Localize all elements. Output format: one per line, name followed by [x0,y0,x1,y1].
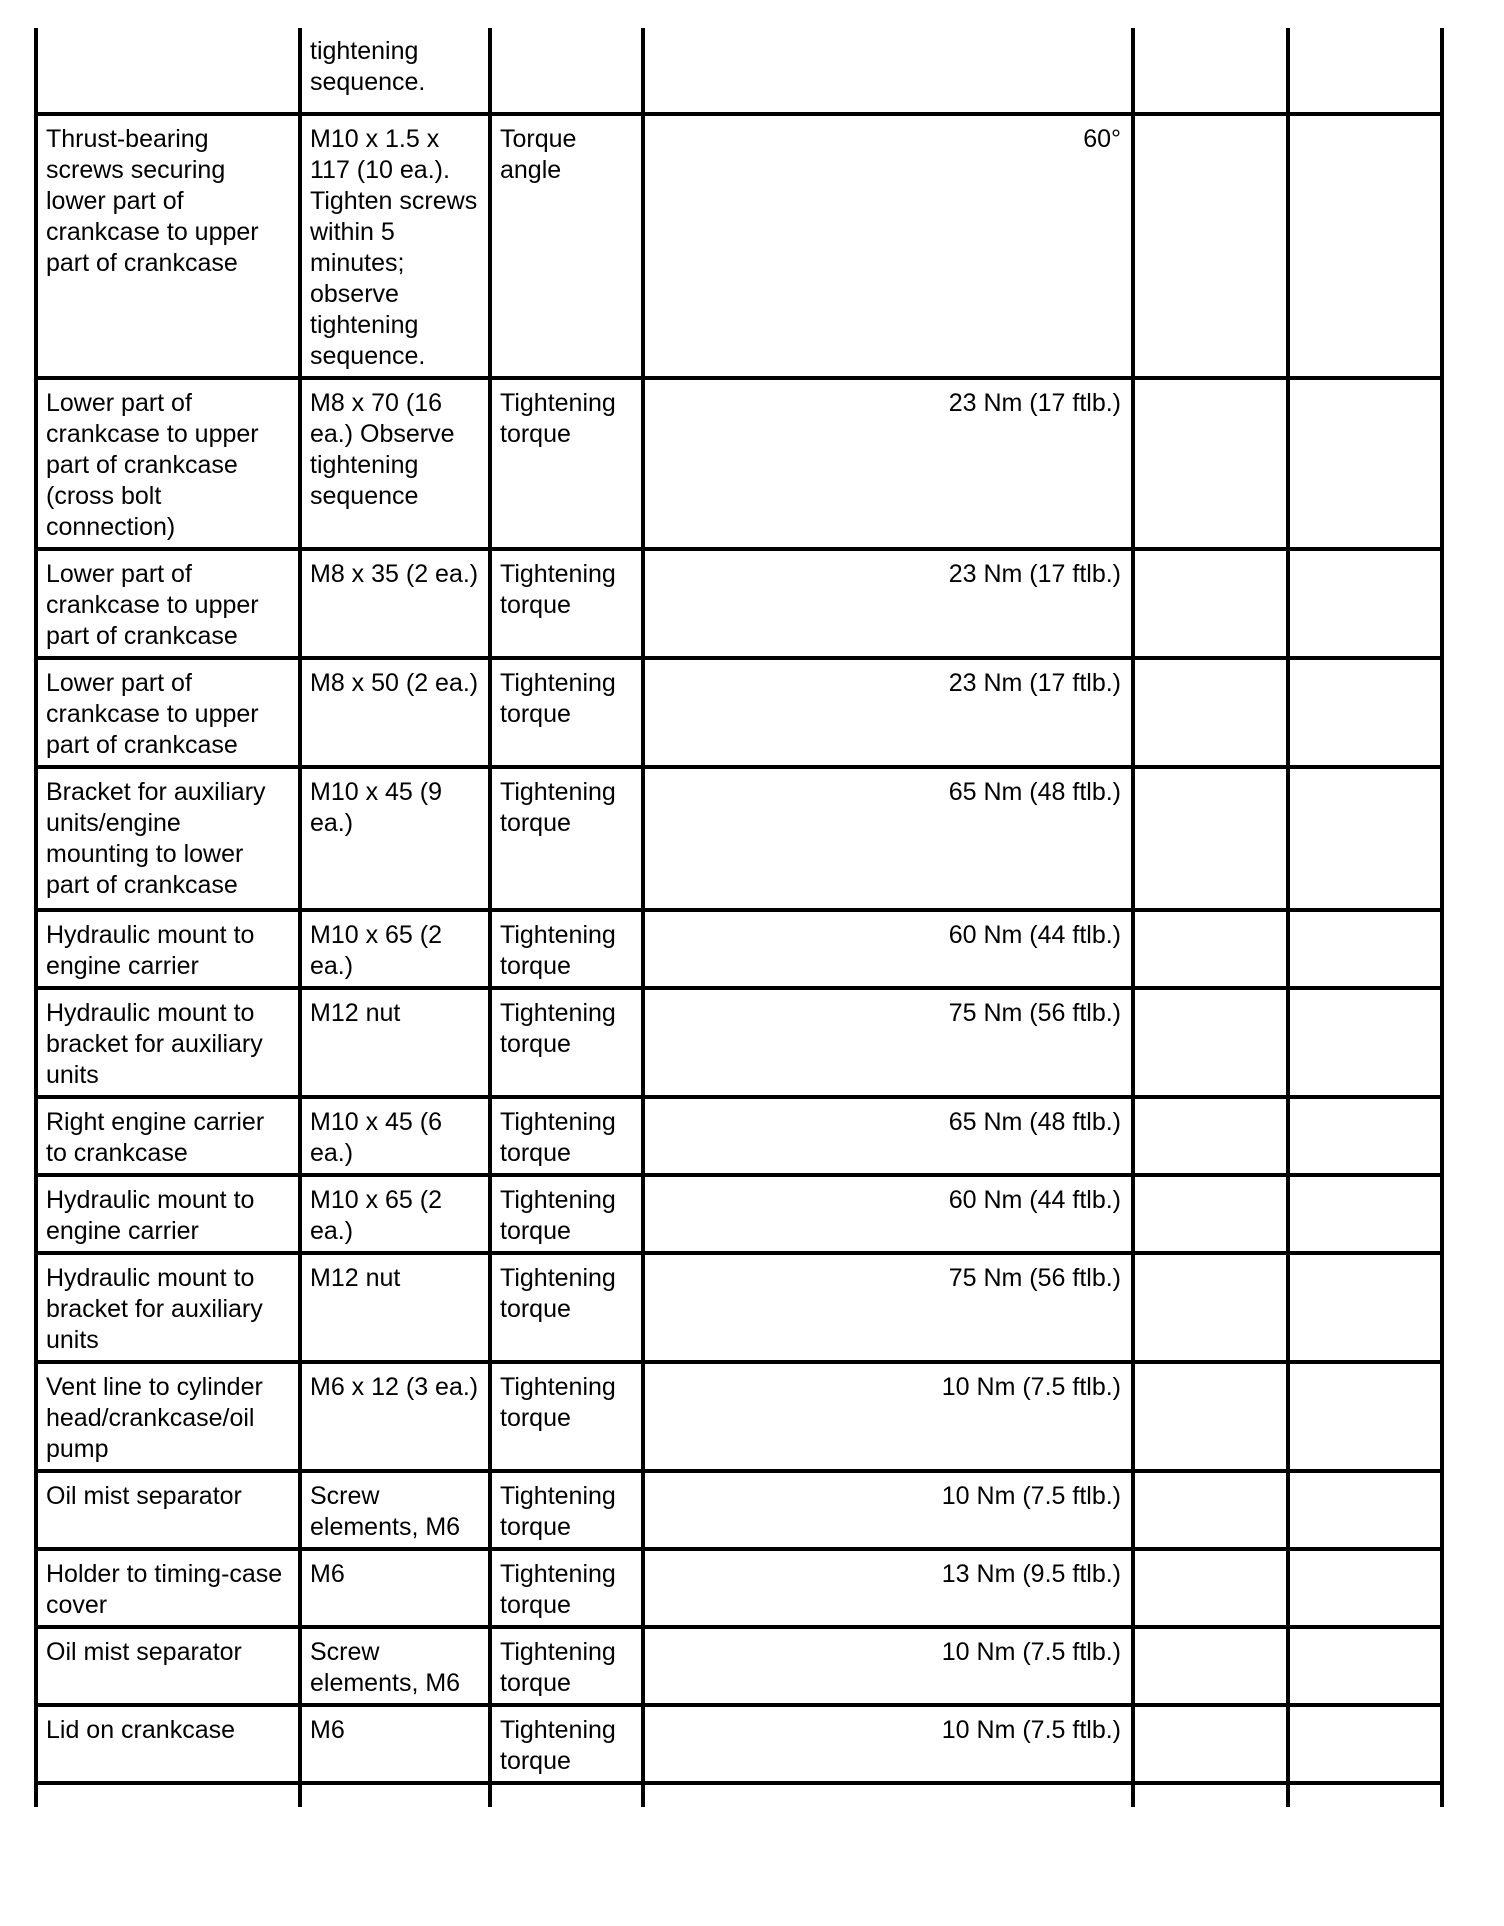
table-row [36,767,1442,910]
empty-cell [1133,1362,1288,1471]
part-cell: Hydraulic mount to engine carrier [36,1175,300,1253]
table-row-continuation [36,1783,1442,1807]
empty-cell [1288,114,1442,378]
empty-cell [1133,1627,1288,1705]
part-cell [36,28,300,114]
fastener-spec-cell: M8 x 50 (2 ea.) [300,658,490,767]
part-cell: Right engine carrier to crankcase [36,1097,300,1175]
table-row [36,1175,1442,1253]
torque-value-cell: 60 Nm (44 ftlb.) [643,910,1133,988]
part-cell: Thrust-bearing screws securing lower part of crankcase to upper part of crankcase [36,114,300,378]
part-cell: Hydraulic mount to bracket for auxiliary units [36,988,300,1097]
empty-cell [1288,28,1442,114]
torque-value-cell: 75 Nm (56 ftlb.) [643,988,1133,1097]
part-cell: Lower part of crankcase to upper part of crankcase [36,658,300,767]
torque-value-cell: 10 Nm (7.5 ftlb.) [643,1705,1133,1783]
part-cell: Lower part of crankcase to upper part of crankcase (cross bolt connection) [36,378,300,549]
table-row [36,910,1442,988]
empty-cell [1288,767,1442,910]
torque-type-cell: Tightening torque [490,988,643,1097]
fastener-spec-cell: M8 x 70 (16 ea.) Observe tightening sequence [300,378,490,549]
empty-cell [1133,658,1288,767]
empty-cell [1288,910,1442,988]
empty-cell [1288,988,1442,1097]
fastener-spec-cell: M6 [300,1705,490,1783]
table-row [36,378,1442,549]
torque-value-cell: 10 Nm (7.5 ftlb.) [643,1471,1133,1549]
empty-cell [1288,1362,1442,1471]
torque-type-cell: Torque angle [490,114,643,378]
fastener-spec-cell: Screw elements, M6 [300,1471,490,1549]
torque-value-cell: 65 Nm (48 ftlb.) [643,767,1133,910]
torque-type-cell: Tightening torque [490,1627,643,1705]
part-cell: Bracket for auxiliary units/engine mounting to lower part of crankcase [36,767,300,910]
part-cell: Holder to timing-case cover [36,1549,300,1627]
torque-type-cell: Tightening torque [490,1175,643,1253]
torque-value-cell: 23 Nm (17 ftlb.) [643,378,1133,549]
empty-cell [1288,1549,1442,1627]
empty-cell [1288,549,1442,658]
empty-cell [1133,1705,1288,1783]
empty-cell [1133,988,1288,1097]
empty-cell [1133,549,1288,658]
empty-cell [1133,114,1288,378]
empty-cell [490,1783,643,1807]
empty-cell [1288,1175,1442,1253]
torque-value-cell: 10 Nm (7.5 ftlb.) [643,1362,1133,1471]
empty-cell [1133,378,1288,549]
torque-value-cell: 13 Nm (9.5 ftlb.) [643,1549,1133,1627]
table-row [36,1253,1442,1362]
empty-cell [1288,1783,1442,1807]
empty-cell [1133,1175,1288,1253]
torque-value-cell: 23 Nm (17 ftlb.) [643,658,1133,767]
part-cell: Lid on crankcase [36,1705,300,1783]
torque-type-cell: Tightening torque [490,1705,643,1783]
empty-cell [1288,378,1442,549]
torque-type-cell: Tightening torque [490,1471,643,1549]
empty-cell [1133,1783,1288,1807]
fastener-spec-cell: M10 x 65 (2 ea.) [300,1175,490,1253]
empty-cell [1133,1549,1288,1627]
torque-type-cell: Tightening torque [490,910,643,988]
empty-cell [643,1783,1133,1807]
torque-type-cell: Tightening torque [490,378,643,549]
table-row [36,1627,1442,1705]
empty-cell [1288,1253,1442,1362]
fastener-spec-cell: M6 [300,1549,490,1627]
empty-cell [1133,28,1288,114]
empty-cell [1288,1097,1442,1175]
fastener-spec-cell: M10 x 45 (6 ea.) [300,1097,490,1175]
torque-spec-table-body [36,28,1442,1807]
fastener-spec-cell: M12 nut [300,1253,490,1362]
table-row [36,658,1442,767]
part-cell: Hydraulic mount to engine carrier [36,910,300,988]
torque-value-cell: 60° [643,114,1133,378]
table-row [36,549,1442,658]
torque-value-cell: 65 Nm (48 ftlb.) [643,1097,1133,1175]
part-cell: Oil mist separator [36,1471,300,1549]
torque-type-cell: Tightening torque [490,1549,643,1627]
torque-spec-table [34,28,1444,1807]
part-cell: Vent line to cylinder head/crankcase/oil pump [36,1362,300,1471]
torque-type-cell: Tightening torque [490,658,643,767]
empty-cell [1133,1097,1288,1175]
part-cell: Hydraulic mount to bracket for auxiliary units [36,1253,300,1362]
part-cell: Oil mist separator [36,1627,300,1705]
empty-cell [1133,1471,1288,1549]
fastener-spec-cell: tightening sequence. [300,28,490,114]
empty-cell [1288,658,1442,767]
torque-type-cell [490,28,643,114]
table-row [36,114,1442,378]
empty-cell [1133,910,1288,988]
empty-cell [1288,1627,1442,1705]
torque-type-cell: Tightening torque [490,1362,643,1471]
torque-value-cell: 10 Nm (7.5 ftlb.) [643,1627,1133,1705]
table-row [36,988,1442,1097]
torque-type-cell: Tightening torque [490,1253,643,1362]
empty-cell [1133,767,1288,910]
fastener-spec-cell: M10 x 45 (9 ea.) [300,767,490,910]
table-row [36,1362,1442,1471]
fastener-spec-cell: M12 nut [300,988,490,1097]
empty-cell [1133,1253,1288,1362]
table-row [36,1097,1442,1175]
torque-type-cell: Tightening torque [490,549,643,658]
part-cell: Lower part of crankcase to upper part of crankcase [36,549,300,658]
fastener-spec-cell: M10 x 1.5 x 117 (10 ea.). Tighten screws within 5 minutes; observe tightening sequence. [300,114,490,378]
table-row [36,28,1442,114]
fastener-spec-cell: M10 x 65 (2 ea.) [300,910,490,988]
table-row [36,1471,1442,1549]
empty-cell [300,1783,490,1807]
torque-type-cell: Tightening torque [490,767,643,910]
table-row [36,1705,1442,1783]
fastener-spec-cell: M6 x 12 (3 ea.) [300,1362,490,1471]
torque-value-cell: 75 Nm (56 ftlb.) [643,1253,1133,1362]
torque-value-cell [643,28,1133,114]
fastener-spec-cell: M8 x 35 (2 ea.) [300,549,490,658]
torque-value-cell: 23 Nm (17 ftlb.) [643,549,1133,658]
empty-cell [1288,1471,1442,1549]
table-row [36,1549,1442,1627]
empty-cell [1288,1705,1442,1783]
empty-cell [36,1783,300,1807]
fastener-spec-cell: Screw elements, M6 [300,1627,490,1705]
torque-type-cell: Tightening torque [490,1097,643,1175]
torque-value-cell: 60 Nm (44 ftlb.) [643,1175,1133,1253]
